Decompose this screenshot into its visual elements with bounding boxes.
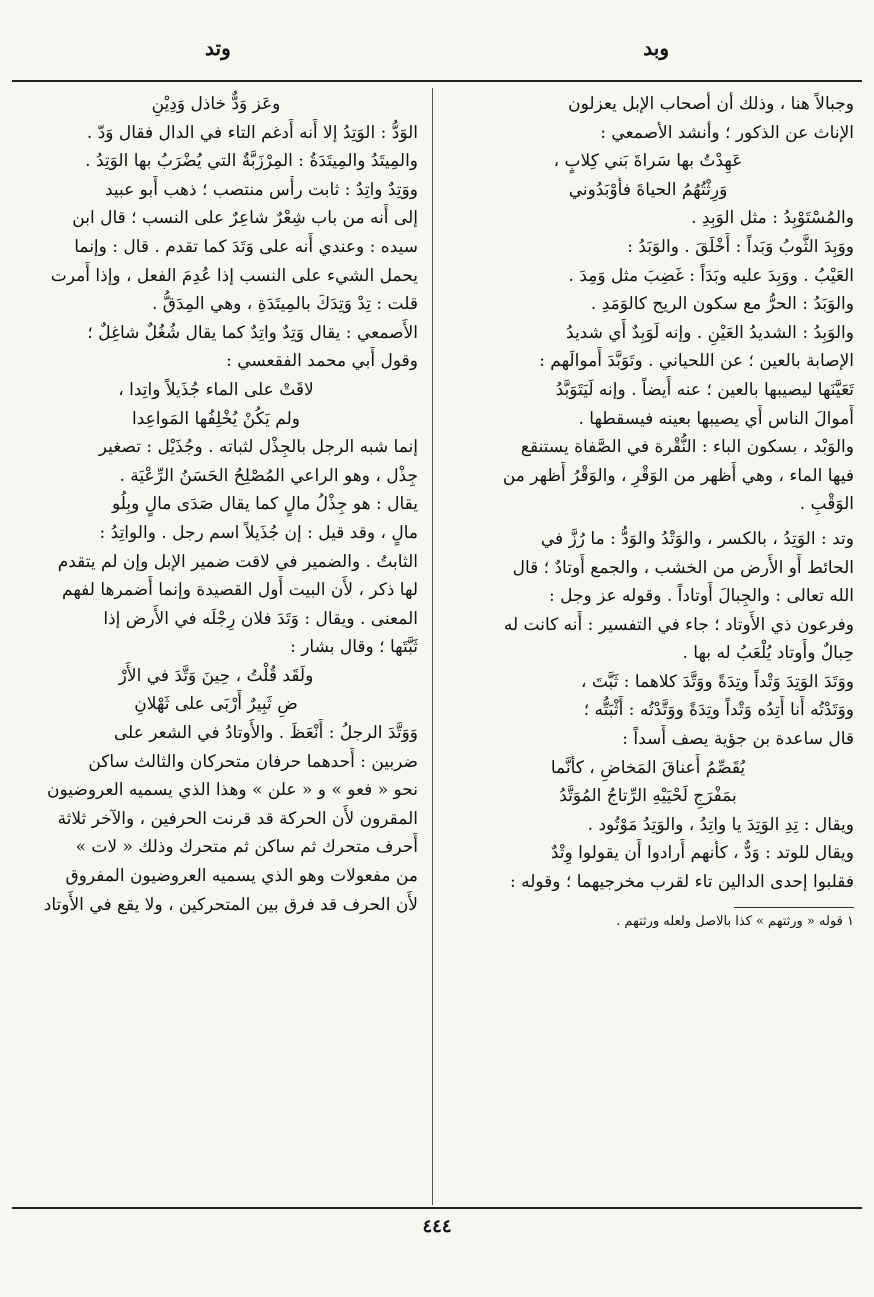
right-running-headword: وبد bbox=[643, 36, 669, 60]
text-line: ويقال : تِدِ الوَتِدَ يا واتِدُ ، والوَتِدُ مَوْتُود . bbox=[587, 814, 854, 835]
text-line: إلى أَنه من باب شِعْرٌ شاعِرٌ على النسب ؛ قال ابن bbox=[72, 208, 418, 229]
verse-line: ولَقَد قُلْتُ ، حِينَ وَتَّدَ في الأَرْ bbox=[118, 665, 314, 686]
text-line: العَيْبُ . ووَبِدَ عليه وبَدَاً : غَضِبَ مثل وَمِدَ . bbox=[568, 265, 854, 286]
footnote: ١ قوله « ورثتهم » كذا بالاصل ولعله ورثتهم . bbox=[616, 913, 854, 929]
text-line: لها ذكر ، لأَن البيت أَول القصيدة وإنما أَضمرها لفهم bbox=[62, 580, 418, 601]
header-rule bbox=[12, 80, 862, 82]
text-line: إنما شبه الرجل بالجِذْل لثباته . وجُذَيْل : تصغير bbox=[98, 437, 418, 458]
text-line: قلت : تِدْ وَتِدَكَ بالمِيتَدَةِ ، وهي المِدَقُّ . bbox=[151, 294, 418, 315]
verse-line: ضِ ثَبِيرٌ أَرْبَى على ثَهْلانِ bbox=[134, 694, 298, 715]
text-line: الإناث عن الذكور ؛ وأنشد الأصمعي : bbox=[600, 122, 854, 143]
text-line: أَموالَ الناس أَي يصيبها بعينه فيسقطها . bbox=[578, 408, 854, 429]
text-line: وقول أَبي محمد الفقعسي : bbox=[226, 351, 418, 372]
text-line: وفرعون ذي الأَوتاد ؛ جاء في التفسير : أَنه كانت له bbox=[503, 614, 854, 635]
text-line: ووَبِدَ الثَّوبُ وَبَداً : أَخْلَقَ . والوَبَدُ : bbox=[627, 236, 854, 257]
text-line: المعنى . ويقال : وَتَدَ فلان رِجْلَه في الأَرض إذا bbox=[103, 608, 418, 629]
text-line: لأَن الحرف قد فرق بين المتحركين ، ولا يقع في الأَوتاد bbox=[43, 894, 418, 915]
text-line: يحمل الشيء على النسب إذا عُدِمَ الفعل ، وإذا أَمرت bbox=[50, 265, 418, 286]
page-number: ٤٤٤ bbox=[422, 1216, 452, 1237]
text-line: والوَبْد ، بسكون الباء : النُّقْرة في الصَّفاة يستنقع bbox=[520, 437, 854, 458]
text-line: ثَبَّتَها ؛ وقال بشار : bbox=[290, 637, 418, 658]
verse-line: ولم يَكُنْ يُخْلِفُها المَواعِدا bbox=[132, 408, 300, 429]
verse-line: بمَفْرَجِ لَحْيَيْهِ الرِّتاجُ المُوَتَّدُ bbox=[559, 786, 737, 807]
text-line: والوَبِدُ : الشديدُ العَيْنِ . وإنه لَوَبِدٌ أَي شديدُ bbox=[566, 322, 854, 343]
left-text-column bbox=[14, 90, 418, 1202]
text-line: الوَدُّ : الوَتِدُ إلا أَنه أَدغم التاء في الدال فقال وَدّ . bbox=[86, 122, 418, 143]
text-line: أَحرف متحرك ثم ساكن ثم متحرك وذلك « لات » bbox=[75, 837, 418, 858]
text-line: الحائط أَو الأَرض من الخشب ، والجمع أَوتادٌ ؛ قال bbox=[512, 557, 854, 578]
text-line: وتد : الوَتِدُ ، بالكسر ، والوَتْدُ والوَدُّ : ما رُزَّ في bbox=[540, 528, 854, 549]
verse-line: لاقَتْ على الماء جُذَيلاً واتِدا ، bbox=[118, 379, 314, 400]
text-line: ووَتَدَ الوَتِدَ وَتْداً وتِدَةً ووَتَّدَ كلاهما : ثَبَّتَ ، bbox=[580, 671, 854, 692]
text-line: سيده : وعندي أَنه على وَتَدَ كما تقدم . قال : وإنما bbox=[74, 236, 418, 257]
verse-line: يُقَصِّمُ أَعناقَ المَخاضِ ، كأَنَّما bbox=[550, 757, 746, 778]
verse-line: وَرِثْتُهُمُ الحياةَ فأَوْبَدُوني bbox=[568, 179, 728, 200]
footer-rule bbox=[12, 1207, 862, 1209]
verse-line: وعَز وَدٌّ خاذل وَدِيْنِ bbox=[151, 94, 281, 114]
text-line: الثابتُ . والضمير في لاقت ضمير الإبل وإن لم يتقدم bbox=[57, 551, 418, 572]
text-line: الوَقْبِ . bbox=[799, 494, 854, 515]
column-divider bbox=[432, 88, 433, 1205]
text-line: الله تعالى : والجِبالَ أَوتاداً . وقوله عز وجل : bbox=[548, 586, 854, 607]
text-line: مالٍ ، وقد قيل : إن جُذَيلاً اسم رجل . والواتِدُ : bbox=[99, 522, 418, 543]
footnote-rule bbox=[734, 907, 854, 908]
text-line: حِبالٌ وأَوتاد يُلْعَبُ له بها . bbox=[682, 643, 854, 664]
text-line: تَعَيَّنَها ليصيبها بالعين ؛ عنه أَيضاً . وإنه لَيَتَوَبَّدُ bbox=[555, 379, 854, 400]
right-text-column bbox=[442, 90, 854, 1190]
verse-line: عَهِدْتُ بها سَراةَ بَني كِلابٍ ، bbox=[553, 151, 743, 172]
text-line: ووَتِدٌ واتِدٌ : ثابت رأْس منتصب ؛ ذهب أَبو عبيد bbox=[104, 179, 418, 200]
text-line: وَوَتَّدَ الرجلُ : أَنْعَظَ . والأَوتادُ في الشعر على bbox=[113, 723, 418, 744]
text-line: والمُسْتَوْبِدُ : مثل الوَبِدِ . bbox=[691, 208, 854, 229]
text-line: فقلبوا إحدى الدالين تاء لقرب مخرجيهما ؛ وقوله : bbox=[509, 872, 854, 893]
text-line: يقال : هو جِذْلُ مالٍ كما يقال صَدَى مالٍ وبِلُو bbox=[111, 494, 418, 515]
text-line: ويقال للوتد : وَدٌّ ، كأَنهم أَرادوا أَن يقولوا وِتْدٌ bbox=[550, 843, 854, 864]
text-line: الإصابة بالعين ؛ عن اللحياني . وتَوَبَّدَ أَموالَهم : bbox=[539, 351, 854, 372]
text-line: المقرون لأَن الحركة قد قرنت الحرفين ، والآخر ثلاثة bbox=[57, 808, 418, 829]
text-line: ووَتَدْتُه أَنا أَتِدُه وَتْداً وتِدَةً ووَتَّدْتُه : أَثْبَتُّه ؛ bbox=[583, 700, 854, 721]
text-line: وجبالاً هنا ، وذلك أن أصحاب الإبل يعزلون bbox=[568, 94, 854, 114]
text-line: والمِيتَدُ والمِيتَدَةُ : المِرْزَبَّةُ التي يُضْرَبُ بها الوَتِدُ . bbox=[85, 151, 418, 172]
text-line: والوَبَدُ : الحرُّ مع سكون الريح كالوَمَدِ . bbox=[590, 294, 854, 315]
text-line: قال ساعدة بن جؤية يصف أَسداً : bbox=[622, 729, 854, 750]
text-line: نحو « فعو » و « علن » وهذا الذي يسميه العروضيون bbox=[46, 780, 418, 801]
left-running-headword: وتد bbox=[205, 36, 231, 60]
text-line: جِذْل ، وهو الراعي المُصْلِحُ الحَسَنُ الرِّعْيَة . bbox=[119, 465, 418, 486]
text-line: الأَصمعي : يقال وَتِدٌ واتِدٌ كما يقال شُغُلٌ شاغِلٌ ؛ bbox=[87, 322, 418, 343]
page-header bbox=[40, 28, 834, 68]
text-line: من مفعولات وهو الذي يسميه العروضيون المفروق bbox=[65, 866, 418, 887]
text-line: ضربين : أَحدهما حرفان متحركان والثالث ساكن bbox=[88, 751, 418, 772]
text-line: فيها الماء ، وهي أَظهر من الوَقْرِ ، والوَقْرُ أَظهر من bbox=[502, 465, 854, 486]
